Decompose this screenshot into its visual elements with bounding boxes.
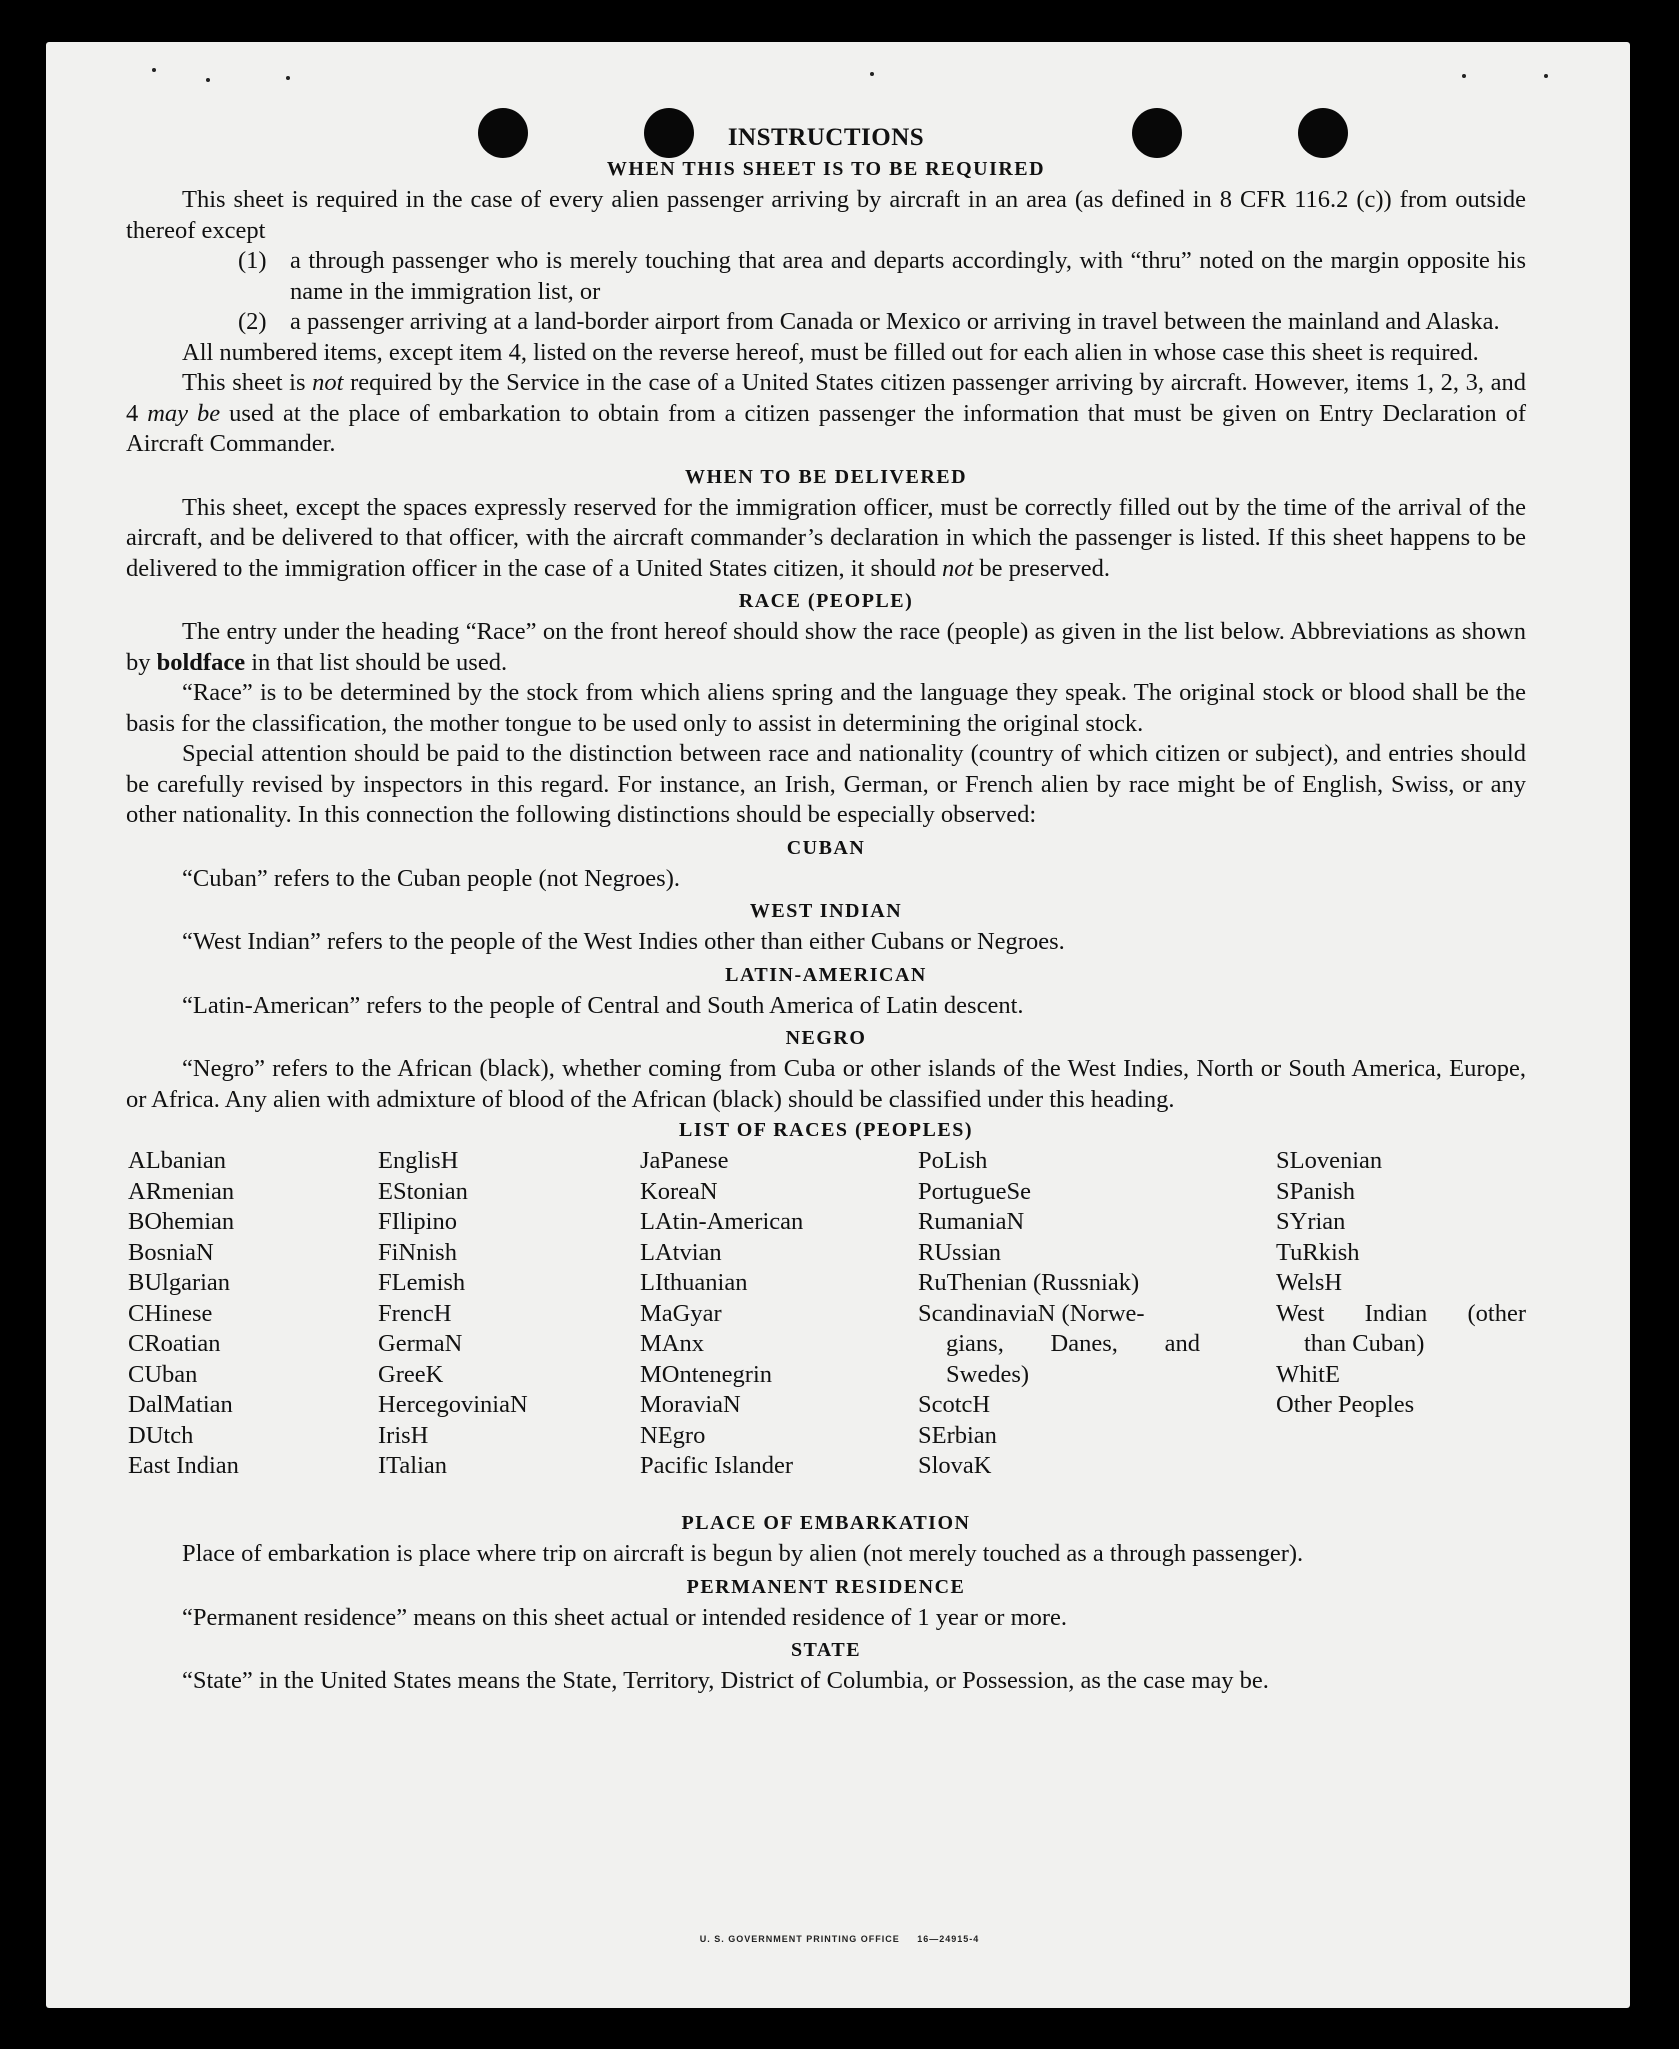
race-entry: KoreaN xyxy=(640,1177,718,1205)
definition-cuban: “Cuban” refers to the Cuban people (not Negroes). xyxy=(182,864,680,892)
delivery-paragraph xyxy=(126,493,1526,585)
heading-negro: NEGRO xyxy=(785,1027,867,1049)
race-entry: PortugueSe xyxy=(918,1177,1031,1205)
definition-west-indian: “West Indian” refers to the people of the West Indies other than either Cubans or Negroes. xyxy=(182,928,1065,955)
heading-state: STATE xyxy=(790,1639,862,1661)
residence-paragraph: “Permanent residence” means on this sheet actual or intended residence of 1 year or more. xyxy=(182,1603,1068,1631)
race-entry: SPanish xyxy=(1276,1177,1355,1205)
emphasis-boldface: boldface xyxy=(156,648,246,676)
exception-number: (2) xyxy=(238,308,267,335)
race-entry: RUssian xyxy=(918,1238,1002,1266)
exception-item xyxy=(238,307,1526,338)
race-entry: LAtin-American xyxy=(640,1208,804,1235)
race-entry: TuRkish xyxy=(1276,1238,1360,1266)
race-entry: Other Peoples xyxy=(1276,1391,1415,1418)
race-entry: Swedes) xyxy=(946,1360,1030,1388)
race-entry: FrencH xyxy=(378,1299,452,1327)
race-entry: CUban xyxy=(128,1360,198,1388)
race-entry: ALbanian xyxy=(128,1147,226,1174)
race-entry: Pacific Islander xyxy=(640,1452,794,1479)
race-word: Indian xyxy=(1364,1299,1428,1327)
heading-place-of-embarkation: PLACE OF EMBARKATION xyxy=(681,1512,971,1534)
emphasis-not: not xyxy=(312,369,344,396)
race-entry: RumaniaN xyxy=(918,1208,1025,1235)
races-column-5 xyxy=(1276,1146,1526,1421)
race-entry: HercegoviniaN xyxy=(378,1391,528,1418)
text-run: in that list should be used. xyxy=(245,648,508,676)
race-entry: SErbian xyxy=(918,1421,997,1449)
text-run: be preserved. xyxy=(973,554,1111,582)
heading-permanent-residence: PERMANENT RESIDENCE xyxy=(686,1575,966,1598)
requirement-paragraph: This sheet is required in the case of every alien passenger arriving by aircraft in an area (as defined in 8 CFR 116.2 (c)) from outside thereof except xyxy=(126,186,1526,244)
text-run: required by the Service in the case of a United States citizen passenger arriving by aircraft. However, items 1, 2, 3, and 4 xyxy=(126,369,1526,427)
race-entry: PoLish xyxy=(918,1147,988,1174)
text-run: The entry under the heading “Race” on the front hereof should show the race (people) as given in the list below. Abbreviations as shown by xyxy=(126,618,1526,676)
race-entry: BOhemian xyxy=(128,1208,235,1235)
race-entry: SlovaK xyxy=(918,1452,992,1479)
speck-mark xyxy=(870,72,874,76)
race-entry: BUlgarian xyxy=(128,1269,231,1296)
race-entry: FLemish xyxy=(378,1269,466,1296)
race-word: Danes, xyxy=(1050,1330,1118,1357)
speck-mark xyxy=(206,78,210,82)
race-entry: LAtvian xyxy=(640,1238,722,1266)
text-run: This sheet is xyxy=(182,369,313,396)
race-entry: ScandinaviaN (Norwe- xyxy=(918,1299,1145,1327)
race-entry: NEgro xyxy=(640,1421,706,1449)
races-column-4 xyxy=(918,1146,1200,1482)
state-paragraph: “State” in the United States means the State, Territory, District of Columbia, or Possession, as the case may be. xyxy=(182,1667,1269,1694)
race-entry: ARmenian xyxy=(128,1177,235,1205)
definition-latin-american: “Latin-American” refers to the people of Central and South America of Latin descent. xyxy=(182,991,1024,1019)
printer-imprint xyxy=(0,1934,1679,1944)
exception-text: a passenger arriving at a land-border airport from Canada or Mexico or arriving in travel between the mainland and Alaska. xyxy=(290,308,1500,335)
race-entry: RuThenian (Russniak) xyxy=(918,1269,1140,1296)
heading-latin-american: LATIN-AMERICAN xyxy=(725,963,927,986)
race-stock-paragraph: “Race” is to be determined by the stock from which aliens spring and the language they speak. The original stock or blood shall be the basis for the classification, the mother tongue to be used only to assist in determining the original stock. xyxy=(126,679,1526,737)
races-list xyxy=(126,1146,1526,1506)
race-entry: WhitE xyxy=(1276,1360,1340,1388)
page-title: INSTRUCTIONS xyxy=(727,124,925,151)
race-entry: BosniaN xyxy=(128,1238,214,1266)
races-column-3 xyxy=(640,1146,803,1482)
race-word: and xyxy=(1164,1330,1200,1357)
speck-mark xyxy=(1544,74,1548,78)
heading-cuban: CUBAN xyxy=(786,836,866,859)
embarkation-paragraph: Place of embarkation is place where trip on aircraft is begun by alien (not merely touched as a through passenger). xyxy=(182,1540,1304,1567)
race-entry: MOntenegrin xyxy=(640,1360,772,1388)
race-entry: East Indian xyxy=(128,1452,239,1479)
race-entry xyxy=(1276,1299,1526,1330)
citizen-paragraph xyxy=(126,368,1526,460)
race-entry: FiNnish xyxy=(378,1238,457,1266)
race-entry: MoraviaN xyxy=(640,1391,741,1418)
speck-mark xyxy=(1462,74,1466,78)
race-entry: DalMatian xyxy=(128,1391,233,1418)
race-entry: MAnx xyxy=(640,1330,704,1357)
exception-number: (1) xyxy=(238,247,267,274)
race-entry: ScotcH xyxy=(918,1391,991,1418)
race-entry: GermaN xyxy=(378,1330,463,1357)
heading-list-of-races: LIST OF RACES (PEOPLES) xyxy=(678,1119,973,1141)
race-entry: EnglisH xyxy=(378,1147,459,1174)
race-word: gians, xyxy=(946,1330,1004,1357)
race-entry: ITalian xyxy=(378,1452,448,1479)
race-entry: CHinese xyxy=(128,1299,213,1327)
race-entry: CRoatian xyxy=(128,1330,221,1357)
heading-when-required: WHEN THIS SHEET IS TO BE REQUIRED xyxy=(606,158,1046,180)
races-column-1 xyxy=(128,1146,239,1482)
exception-item xyxy=(238,246,1526,307)
race-word: West xyxy=(1276,1299,1325,1327)
speck-mark xyxy=(152,68,156,72)
heading-west-indian: WEST INDIAN xyxy=(749,900,903,922)
race-nationality-paragraph: Special attention should be paid to the distinction between race and nationality (country of which citizen or subject), and entries should be carefully revised by inspectors in this regard. For instance, an Irish, German, or French alien by race might be of English, Swiss, or any other nationality. In this connection the following distinctions should be especially observed: xyxy=(126,740,1526,828)
race-entry: SLovenian xyxy=(1276,1147,1383,1174)
race-entry: GreeK xyxy=(378,1360,444,1388)
races-column-2 xyxy=(378,1146,528,1482)
race-entry: than Cuban) xyxy=(1304,1330,1425,1357)
heading-when-delivered: WHEN TO BE DELIVERED xyxy=(684,465,968,488)
emphasis-may-be: may be xyxy=(147,399,221,427)
speck-mark xyxy=(286,76,290,80)
race-entry: FIlipino xyxy=(378,1208,457,1235)
instructions-body xyxy=(126,124,1526,1697)
numbered-items-paragraph: All numbered items, except item 4, listed on the reverse hereof, must be filled out for each alien in whose case this sheet is required. xyxy=(182,338,1479,366)
race-entry: JaPanese xyxy=(640,1147,729,1174)
definition-negro: “Negro” refers to the African (black), whether coming from Cuba or other islands of the West Indies, North or South America, Europe, or Africa. Any alien with admixture of blood of the African (black) should be classified under this heading. xyxy=(126,1055,1526,1113)
exception-text: a through passenger who is merely touching that area and departs accordingly, with “thru” noted on the margin opposite his name in the immigration list, or xyxy=(290,247,1526,305)
heading-race: RACE (PEOPLE) xyxy=(738,590,914,612)
race-entry: IrisH xyxy=(378,1421,429,1449)
race-entry: SYrian xyxy=(1276,1208,1346,1235)
text-run: This sheet, except the spaces expressly reserved for the immigration officer, must be correctly filled out by the time of the arrival of the aircraft, and be delivered to that officer, with the aircraft commander’s declaration in which the passenger is listed. If this sheet happens to be delivered to the immigration officer in the case of a United States citizen, it should xyxy=(126,493,1526,582)
text-run: used at the place of embarkation to obtain from a citizen passenger the information that must be given on Entry Declaration of Aircraft Commander. xyxy=(126,399,1527,457)
race-entry-paragraph xyxy=(126,617,1526,678)
race-entry: WelsH xyxy=(1276,1269,1343,1296)
race-word: (other xyxy=(1467,1299,1526,1327)
race-entry xyxy=(918,1329,1200,1360)
race-entry: EStonian xyxy=(378,1177,468,1205)
emphasis-not: not xyxy=(941,554,974,582)
race-entry: DUtch xyxy=(128,1421,194,1449)
race-entry: MaGyar xyxy=(640,1299,722,1327)
race-entry: LIthuanian xyxy=(640,1269,748,1296)
imprint-text: U. S. GOVERNMENT PRINTING OFFICE 16—24915-4 xyxy=(699,1934,980,1944)
